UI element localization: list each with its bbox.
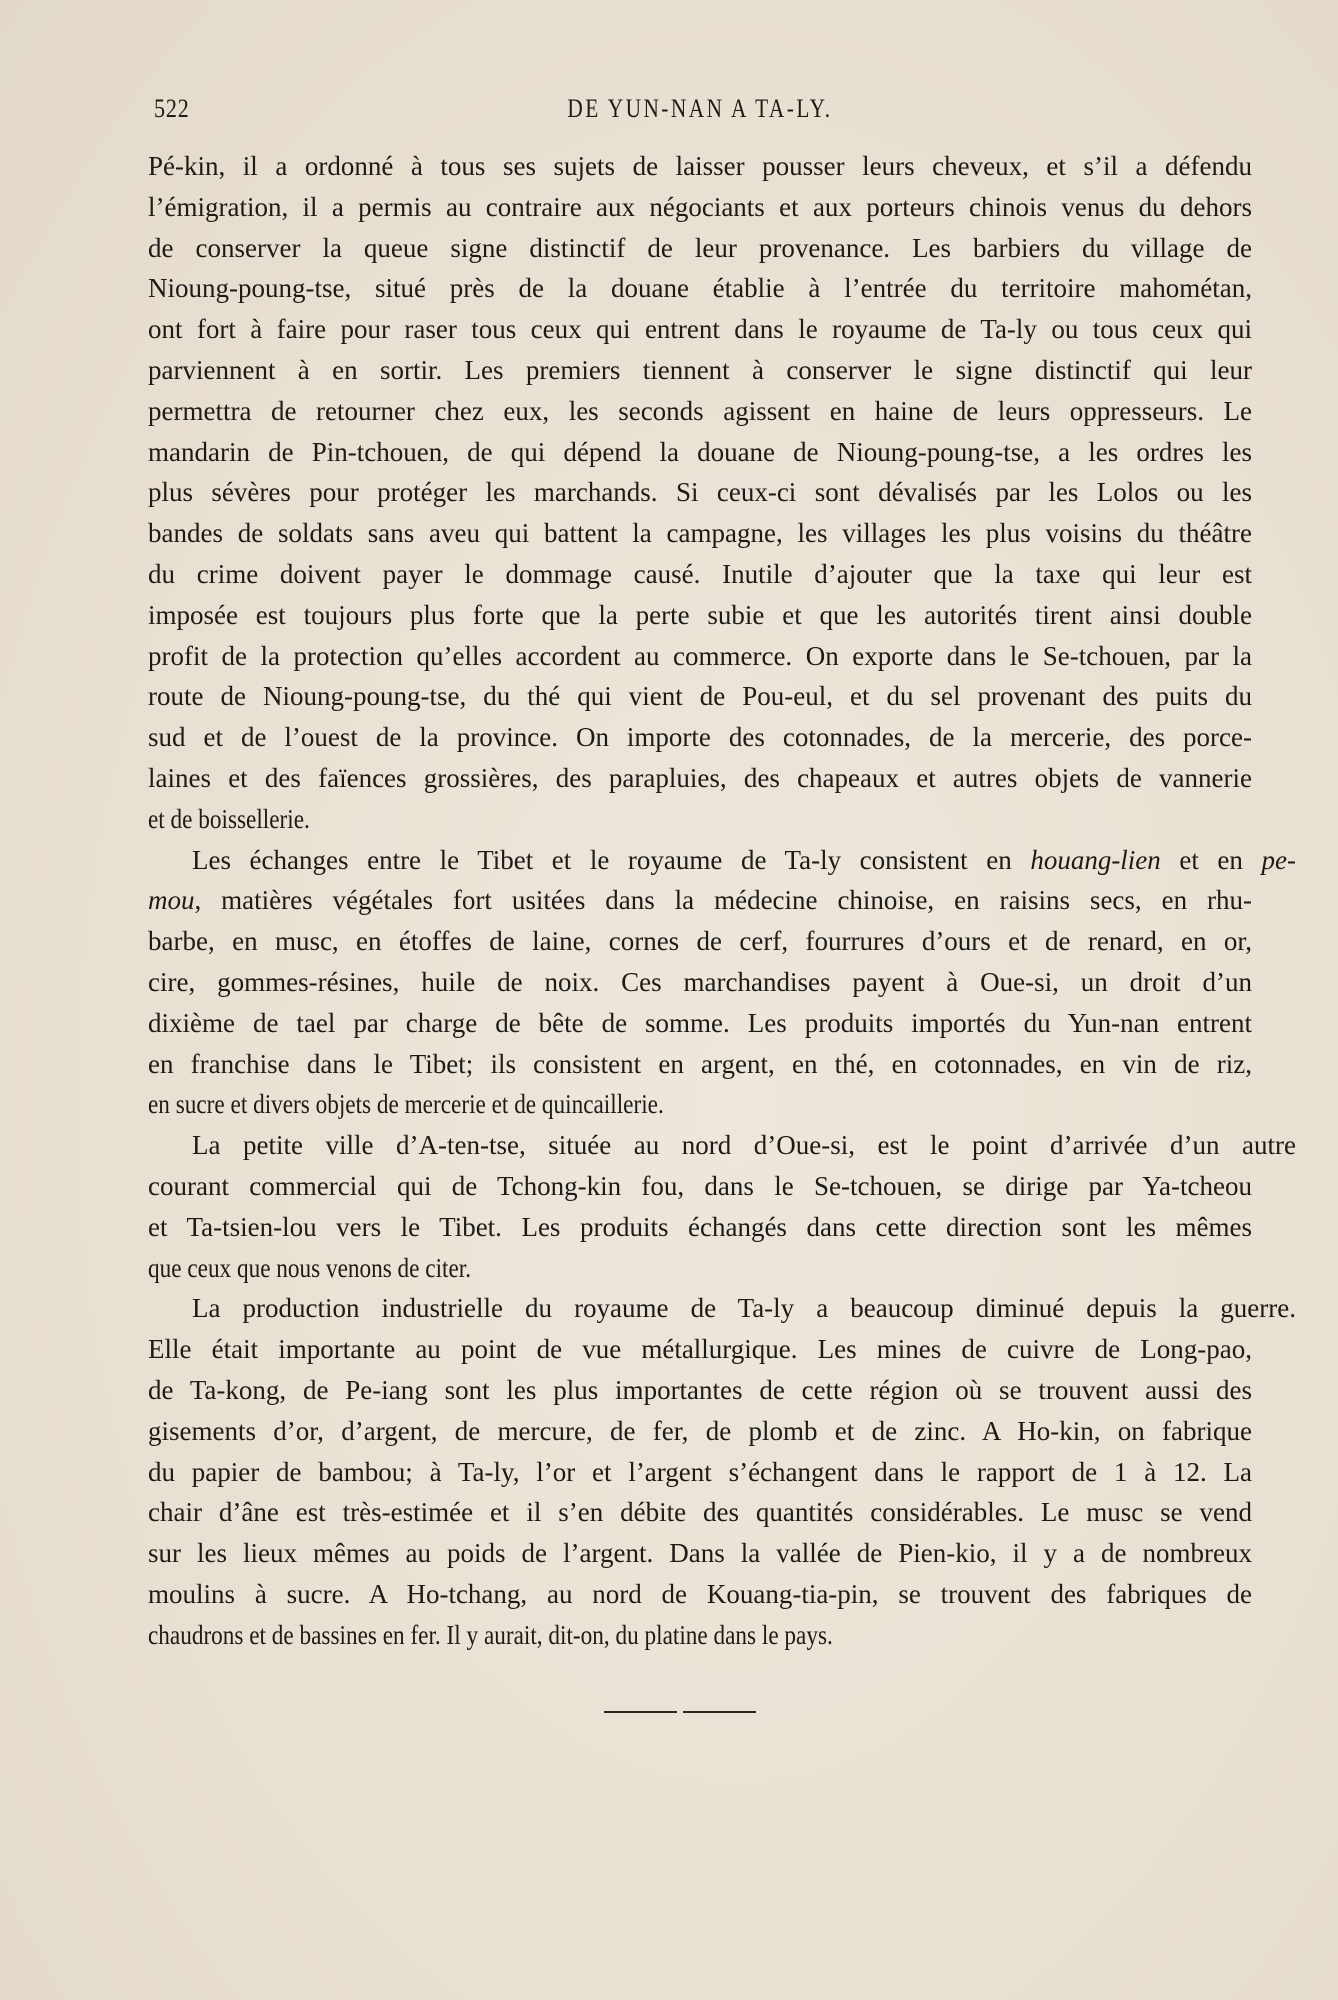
- text-line: profit de la protection qu’elles accordent au commerce. On exporte dans le Se-tchouen, par la: [148, 640, 1252, 671]
- text-line: La production industrielle du royaume de Ta-ly a beaucoup diminué depuis la guerre.: [192, 1293, 1296, 1324]
- text-line: permettra de retourner chez eux, les seconds agissent en haine de leurs oppresseurs. Le: [148, 395, 1252, 426]
- text-line: sur les lieux mêmes au poids de l’argent. Dans la vallée de Pien-kio, il y a de nombreux: [148, 1538, 1252, 1569]
- italic-term: pe-: [1261, 844, 1296, 875]
- text-line: sud et de l’ouest de la province. On importe des cotonnades, de la mercerie, des porce-: [148, 722, 1252, 753]
- text-line: moulins à sucre. A Ho-tchang, au nord de Kouang-tia-pin, se trouvent des fabriques de: [148, 1578, 1252, 1609]
- text-line: de Ta-kong, de Pe-iang sont les plus importantes de cette région où se trouvent aussi des: [148, 1374, 1252, 1405]
- body-text: [148, 146, 1296, 1655]
- text-line: en sucre et divers objets de mercerie et de quincaillerie.: [148, 1089, 664, 1120]
- text-line: cire, gommes-résines, huile de noix. Ces marchandises payent à Oue-si, un droit d’un: [148, 966, 1252, 997]
- end-rule-divider: [604, 1711, 756, 1713]
- text-line: du papier de bambou; à Ta-ly, l’or et l’argent s’échangent dans le rapport de 1 à 12. La: [148, 1456, 1252, 1487]
- text-line: chaudrons et de bassines en fer. Il y aurait, dit-on, du platine dans le pays.: [148, 1619, 833, 1650]
- text-line: Pé-kin, il a ordonné à tous ses sujets de laisser pousser leurs cheveux, et s’il a défendu: [148, 151, 1252, 181]
- text-line: en franchise dans le Tibet; ils consistent en argent, en thé, en cotonnades, en vin de riz,: [148, 1048, 1252, 1079]
- text-line: que ceux que nous venons de citer.: [148, 1252, 472, 1283]
- text-line: ont fort à faire pour raser tous ceux qui entrent dans le royaume de Ta-ly ou tous ceux qui: [148, 314, 1252, 345]
- text-line: route de Nioung-poung-tse, du thé qui vient de Pou-eul, et du sel provenant des puits du: [148, 681, 1252, 712]
- italic-term: houang-lien: [1030, 844, 1161, 875]
- text-line: du crime doivent payer le dommage causé. Inutile d’ajouter que la taxe qui leur est: [148, 558, 1252, 589]
- text-line: imposée est toujours plus forte que la perte subie et que les autorités tirent ainsi double: [148, 599, 1252, 630]
- text-line: Les échanges entre le Tibet et le royaume de Ta-ly consistent en houang-lien et en pe-: [192, 844, 1296, 875]
- paragraph: [148, 840, 1296, 1126]
- text-line: et Ta-tsien-lou vers le Tibet. Les produits échangés dans cette direction sont les mêmes: [148, 1211, 1252, 1242]
- running-title: DE YUN-NAN A TA-LY.: [567, 94, 833, 123]
- text-line: dixième de tael par charge de bête de somme. Les produits importés du Yun-nan entrent: [148, 1007, 1252, 1038]
- text-line: l’émigration, il a permis au contraire aux négociants et aux porteurs chinois venus du dehors: [148, 191, 1252, 222]
- text-line: mandarin de Pin-tchouen, de qui dépend la douane de Nioung-poung-tse, a les ordres les: [148, 436, 1252, 467]
- italic-term: mou: [148, 885, 195, 916]
- text-line: parviennent à en sortir. Les premiers tiennent à conserver le signe distinctif qui leur: [148, 354, 1252, 385]
- text-line: mou, matières végétales fort usitées dans la médecine chinoise, en raisins secs, en rhu-: [148, 885, 1252, 916]
- paragraph: [148, 146, 1252, 840]
- text-line: gisements d’or, d’argent, de mercure, de fer, de plomb et de zinc. A Ho-kin, on fabrique: [148, 1415, 1252, 1446]
- text-line: Elle était importante au point de vue métallurgique. Les mines de cuivre de Long-pao,: [148, 1334, 1252, 1365]
- paragraph: [148, 1125, 1296, 1288]
- text-line: et de boissellerie.: [148, 803, 310, 834]
- text-line: de conserver la queue signe distinctif de leur provenance. Les barbiers du village de: [148, 232, 1252, 263]
- page-number: 522: [154, 94, 190, 123]
- text-line: courant commercial qui de Tchong-kin fou, dans le Se-tchouen, se dirige par Ya-tcheou: [148, 1170, 1252, 1201]
- text-line: chair d’âne est très-estimée et il s’en débite des quantités considérables. Le musc se vend: [148, 1497, 1252, 1528]
- text-line: barbe, en musc, en étoffes de laine, cornes de cerf, fourrures d’ours et de renard, en or,: [148, 926, 1252, 957]
- text-line: La petite ville d’A-ten-tse, située au nord d’Oue-si, est le point d’arrivée d’un autre: [192, 1130, 1296, 1161]
- text-line: bandes de soldats sans aveu qui battent la campagne, les villages les plus voisins du théâtre: [148, 518, 1252, 549]
- text-line: plus sévères pour protéger les marchands. Si ceux-ci sont dévalisés par les Lolos ou les: [148, 477, 1252, 508]
- paragraph: [148, 1288, 1296, 1655]
- running-head: [150, 94, 1250, 128]
- text-line: Nioung-poung-tse, situé près de la douane établie à l’entrée du territoire mahométan,: [148, 273, 1252, 304]
- text-line: laines et des faïences grossières, des parapluies, des chapeaux et autres objets de vannerie: [148, 762, 1252, 793]
